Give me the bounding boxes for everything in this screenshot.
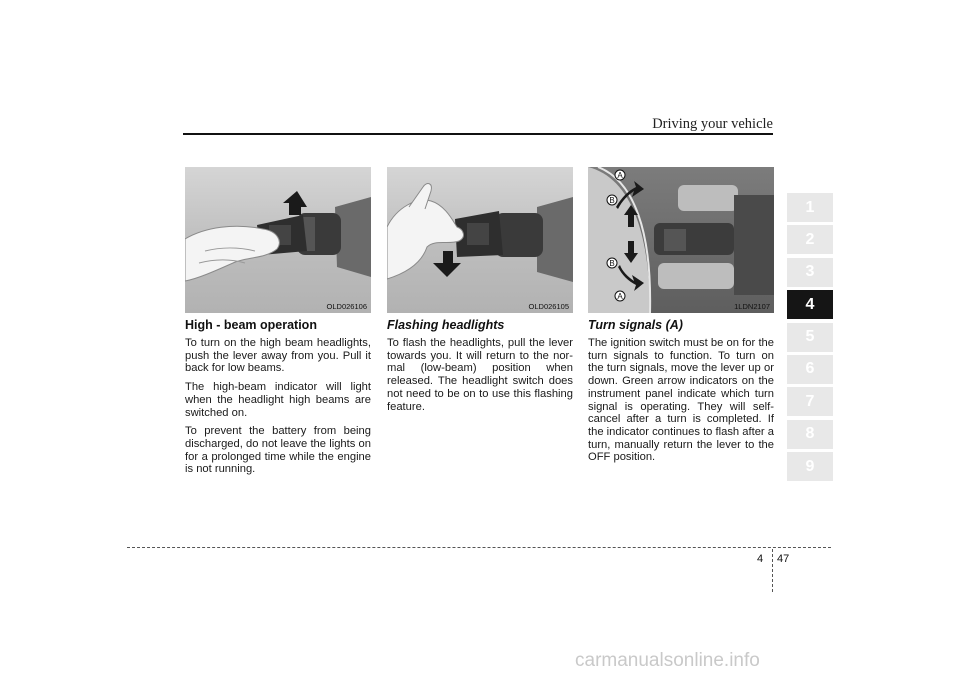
paragraph: To flash the headlights, pull the lever towards you. It will return to the nor-mal (low-beam) position when released. The headlight switch does not need to be on to use this flashing feature.: [387, 337, 573, 413]
figure-code: OLD026106: [326, 302, 367, 311]
chapter-tab-5[interactable]: 5: [787, 323, 833, 352]
figure-code: 1LDN2107: [734, 302, 770, 311]
chapter-tab-6[interactable]: 6: [787, 355, 833, 384]
header-rule: [183, 133, 773, 135]
section-title: Flashing headlights: [387, 318, 505, 332]
turn-signals-illustration: [588, 167, 774, 313]
watermark: carmanualsonline.info: [575, 650, 760, 671]
chapter-tab-1[interactable]: 1: [787, 193, 833, 222]
chapter-tabs: [787, 193, 833, 485]
turn-signals-figure: [588, 167, 774, 313]
paragraph: The high-beam indicator will light when the headlight high beams are switched on.: [185, 381, 371, 419]
chapter-tab-8[interactable]: 8: [787, 420, 833, 449]
column-high-beam: [185, 167, 371, 482]
paragraph: The ignition switch must be on for the turn signals to function. To turn on the turn signals, move the lever up or down. Green arrow indicators on the instrument panel indicate which turn signal is operating. They will self-cancel after a turn is completed. If the indicator continues to flash after a turn, manually return the lever to the OFF position.: [588, 337, 774, 464]
column-flashing-headlights: [387, 167, 573, 419]
chapter-number: 4: [757, 553, 764, 565]
chapter-tab-7[interactable]: 7: [787, 387, 833, 416]
callout-a-bottom: A: [617, 292, 623, 301]
section-title: High - beam operation: [185, 318, 317, 332]
chapter-tab-2[interactable]: 2: [787, 225, 833, 254]
high-beam-illustration: [185, 167, 371, 313]
callout-b-top: B: [609, 196, 615, 205]
paragraph: To turn on the high beam headlights, push the lever away from you. Pull it back for low beams.: [185, 337, 371, 375]
callout-a-top: A: [617, 171, 623, 180]
chapter-tab-4-active[interactable]: 4: [787, 290, 833, 319]
column-turn-signals: [588, 167, 774, 470]
page-number-separator: [772, 549, 773, 592]
high-beam-figure: [185, 167, 371, 313]
flashing-headlights-figure: [387, 167, 573, 313]
figure-code: OLD026105: [528, 302, 569, 311]
section-title: Turn signals (A): [588, 318, 683, 332]
page-header-title: Driving your vehicle: [652, 116, 773, 132]
footer-rule: [127, 547, 831, 548]
page-number: 47: [777, 553, 790, 565]
flashing-headlights-illustration: [387, 167, 573, 313]
callout-b-bottom: B: [609, 259, 615, 268]
chapter-tab-9[interactable]: 9: [787, 452, 833, 481]
chapter-tab-3[interactable]: 3: [787, 258, 833, 287]
paragraph: To prevent the battery from being discharged, do not leave the lights on for a prolonged time while the engine is not running.: [185, 425, 371, 476]
